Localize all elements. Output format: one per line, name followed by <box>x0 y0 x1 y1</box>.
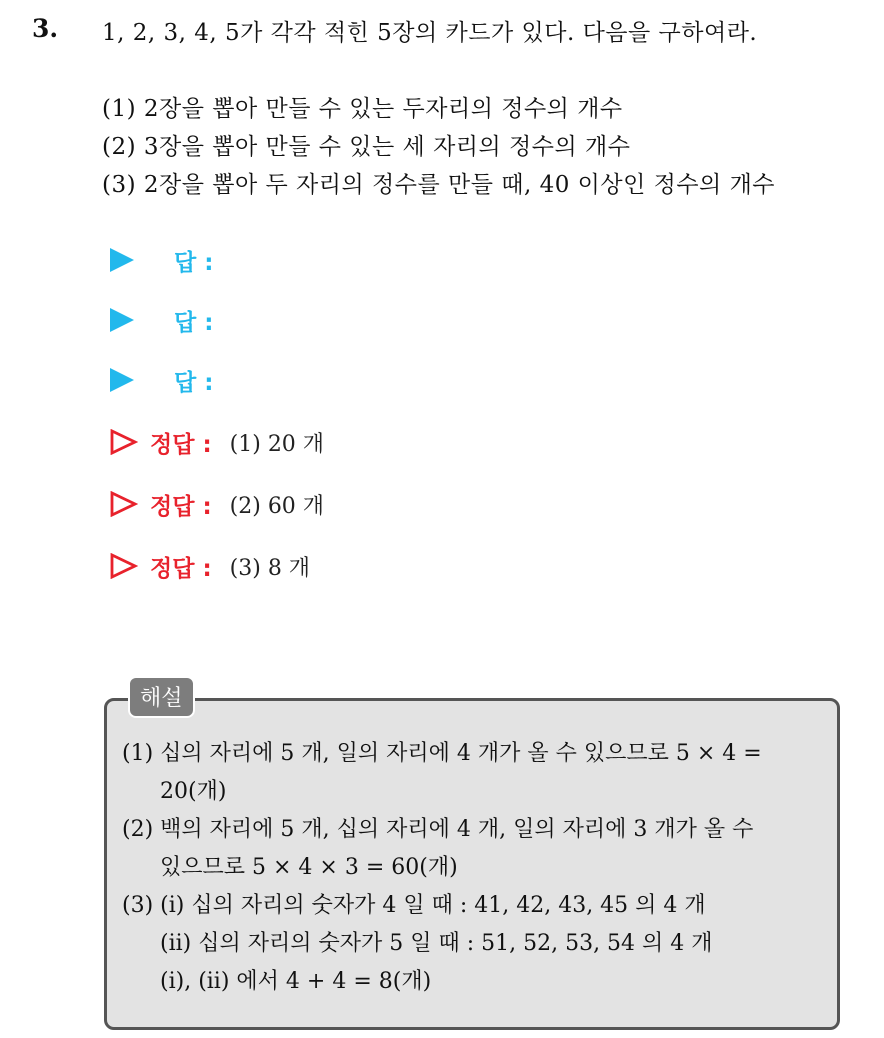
correct-label: 정답 : <box>150 555 212 582</box>
explanation-tag: 해설 <box>128 676 195 718</box>
explanation-line: (3) (i) 십의 자리의 숫자가 4 일 때 : 41, 42, 43, 45 의 4 개 <box>122 893 706 918</box>
sub-question-3: (3) 2장을 뽑아 두 자리의 정수를 만들 때, 40 이상인 정수의 개수 <box>102 172 776 198</box>
explanation-line: 20(개) <box>160 779 227 804</box>
outline-arrow-icon <box>110 429 138 455</box>
correct-label: 정답 : <box>150 493 212 520</box>
play-arrow-icon <box>110 248 134 272</box>
correct-label: 정답 : <box>150 431 212 458</box>
play-arrow-icon <box>110 368 134 392</box>
play-arrow-icon <box>110 308 134 332</box>
answer-label: 답 : <box>174 369 214 396</box>
answer-label: 답 : <box>174 249 214 276</box>
answer-row-1[interactable] <box>110 242 213 278</box>
correct-answer-row-3 <box>110 548 310 584</box>
explanation-line: 있으므로 5 × 4 × 3 = 60(개) <box>160 855 458 880</box>
answer-row-2[interactable] <box>110 302 213 338</box>
outline-arrow-icon <box>110 553 138 579</box>
explanation-line: (2) 백의 자리에 5 개, 십의 자리에 4 개, 일의 자리에 3 개가 올 수 <box>122 817 754 842</box>
outline-arrow-icon <box>110 491 138 517</box>
question-stem: 1, 2, 3, 4, 5가 각각 적힌 5장의 카드가 있다. 다음을 구하여라. <box>102 20 758 46</box>
explanation-line: (1) 십의 자리에 5 개, 일의 자리에 4 개가 올 수 있으므로 5 × 4 = <box>122 741 762 766</box>
answer-row-3[interactable] <box>110 362 213 398</box>
sub-question-1: (1) 2장을 뽑아 만들 수 있는 두자리의 정수의 개수 <box>102 96 623 122</box>
correct-value: (2) 60 개 <box>229 493 325 519</box>
answer-label: 답 : <box>174 309 214 336</box>
explanation-line: (ii) 십의 자리의 숫자가 5 일 때 : 51, 52, 53, 54 의 4 개 <box>160 931 713 956</box>
correct-answer-row-1 <box>110 424 324 460</box>
question-number: 3. <box>32 14 59 43</box>
explanation-line: (i), (ii) 에서 4 + 4 = 8(개) <box>160 969 432 994</box>
correct-value: (3) 8 개 <box>229 555 311 581</box>
sub-question-2: (2) 3장을 뽑아 만들 수 있는 세 자리의 정수의 개수 <box>102 134 631 160</box>
correct-value: (1) 20 개 <box>229 431 325 457</box>
correct-answer-row-2 <box>110 486 324 522</box>
